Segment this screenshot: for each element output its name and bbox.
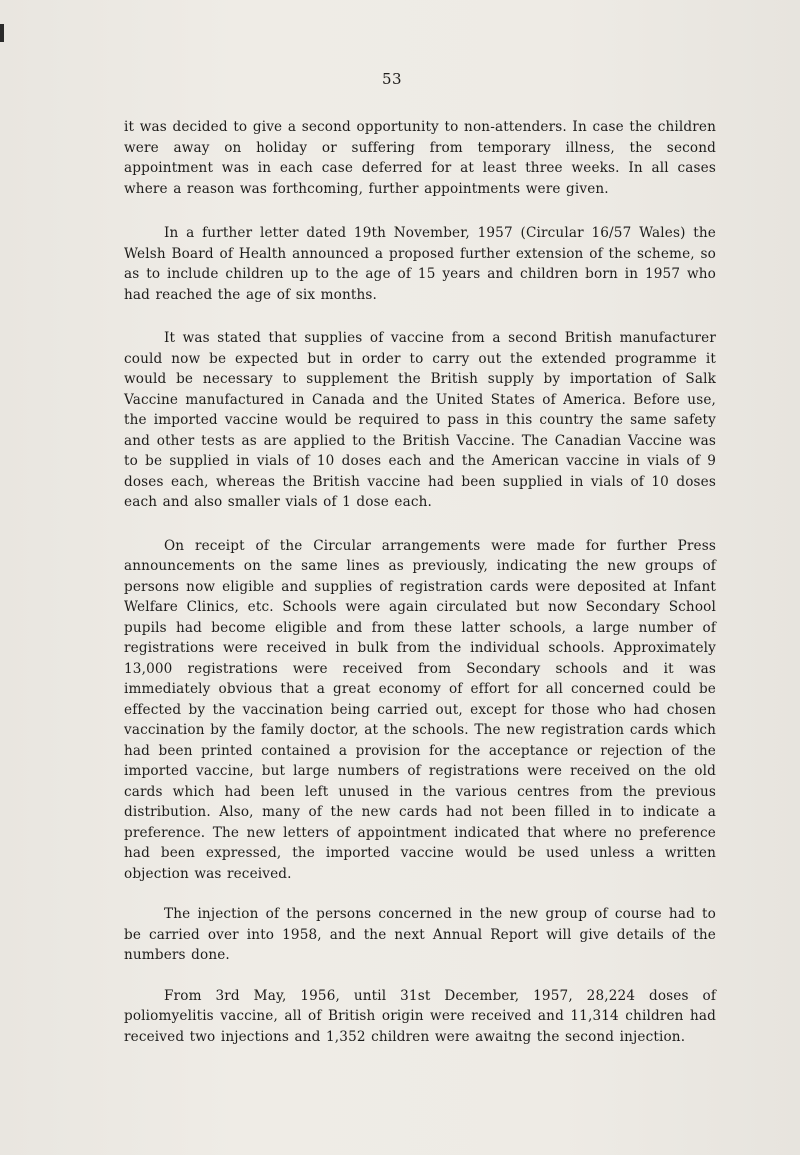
paragraph-non-attenders: it was decided to give a second opportunity to non-attenders. In case the children were away on holiday or suffering from temporary illness, the second appointment was in each case deferred for at least three weeks. In all cases where a reason was forthcoming, further appointments were given. <box>124 119 716 197</box>
paragraph-welsh-circular: In a further letter dated 19th November, 1957 (Circular 16/57 Wales) the Welsh Board of Health announced a proposed further extension of the scheme, so as to include children up to the age of 15 years and children born in 1957 who had reached the age of six months. <box>124 225 716 303</box>
body-text <box>124 117 716 1047</box>
paragraph-vaccine-supplies: It was stated that supplies of vaccine from a second British manufacturer could now be expected but in order to carry out the extended programme it would be necessary to supplement the British supply by importation of Salk Vaccine manufactured in Canada and the United States of America. Before use, the imported vaccine would be required to pass in this country the same safety and other tests as are applied to the British Vaccine. The Canadian Vaccine was to be supplied in vials of 10 doses each and the American vaccine in vials of 9 doses each, whereas the British vaccine had been supplied in vials of 10 doses each and also smaller vials of 1 dose each. <box>124 330 716 510</box>
paragraph-dose-totals: From 3rd May, 1956, until 31st December, 1957, 28,224 doses of poliomyelitis vaccine, all of British origin were received and 11,314 children had received two injections and 1,352 children were awaitng the second injection. <box>124 987 716 1045</box>
paragraph-registration-arrangements: On receipt of the Circular arrangements were made for further Press announcements on the same lines as previously, indicating the new groups of persons now eligible and supplies of registration cards were deposited at Infant Welfare Clinics, etc. Schools were again circulated but now Secondary School pupils had become eligible and from these latter schools, a large number of registrations were received in bulk from the individual schools. Approximately 13,000 registrations were received from Secondary schools and it was immediately obvious that a great economy of effort for all concerned could be effected by the vaccination being carried out, except for those who had chosen vaccination by the family doctor, at the schools. The new registration cards which had been printed contained a provision for the acceptance or rejection of the imported vaccine, but large numbers of registrations were received on the old cards which had been left unused in the various centres from the previous distribution. Also, many of the new cards had not been filled in to indicate a preference. The new letters of appointment indicated that where no preference had been expressed, the imported vaccine would be used unless a written objection was received. <box>124 537 716 882</box>
paragraph-injection-carried-over: The injection of the persons concerned in the new group of course had to be carried over into 1958, and the next Annual Report will give details of the numbers done. <box>124 906 716 963</box>
page-number: 53 <box>382 70 403 88</box>
page-edge-mark <box>0 24 4 42</box>
